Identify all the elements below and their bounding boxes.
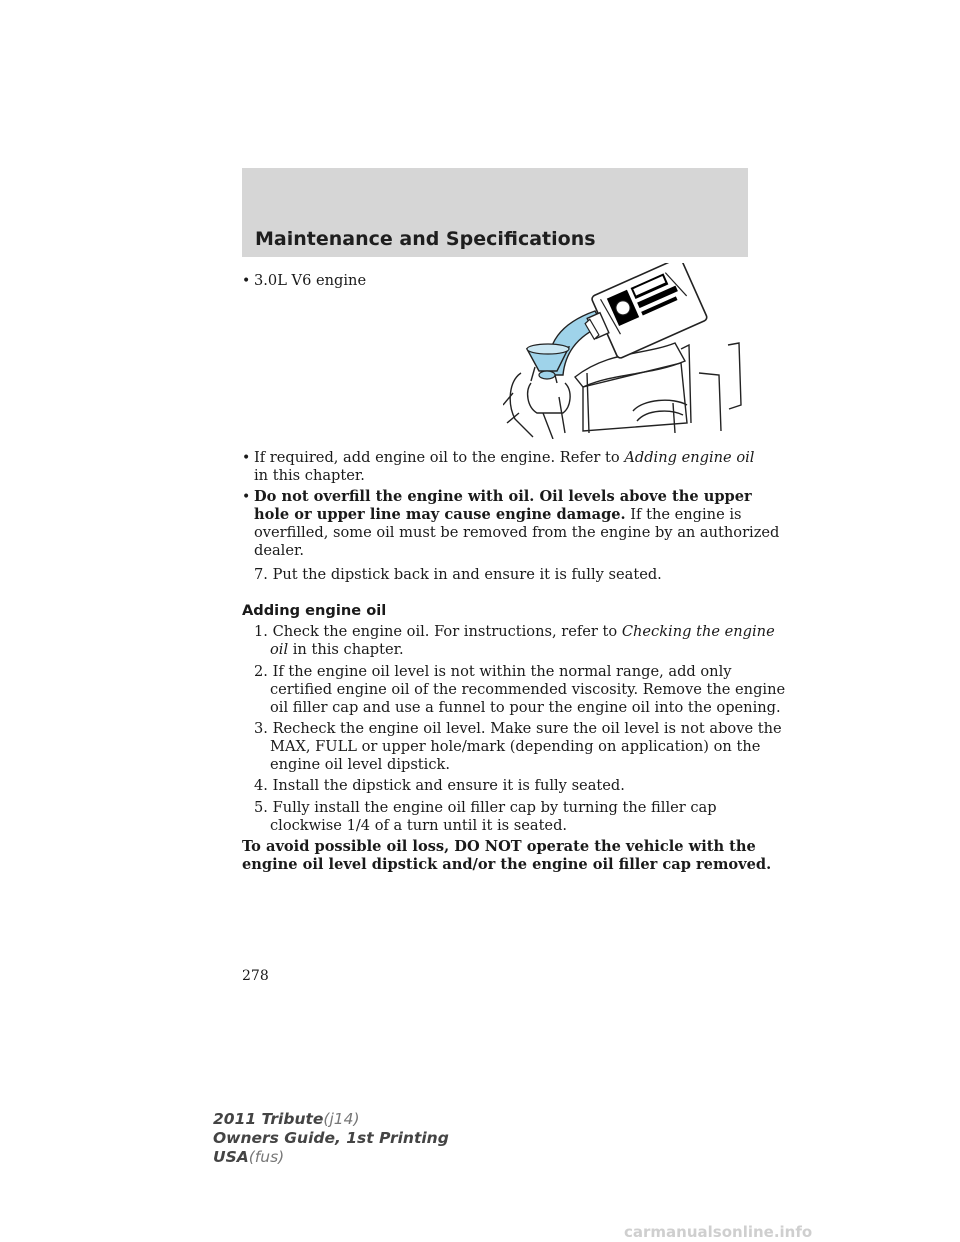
footer-region: USA — [213, 1148, 249, 1166]
section-header-title: Maintenance and Specifications — [255, 228, 596, 250]
footer-model-code: (j14) — [323, 1110, 360, 1128]
bullet-add-oil-line1 — [254, 449, 754, 467]
footer-model: 2011 Tribute — [213, 1110, 324, 1128]
step-2-line1: 2. If the engine oil level is not within the normal range, add only — [254, 663, 732, 680]
oil-loss-warning-line2: engine oil level dipstick and/or the engine oil filler cap removed. — [242, 856, 772, 873]
step-1-line1 — [254, 623, 775, 641]
step-1-line2 — [270, 641, 404, 659]
page-number: 278 — [242, 968, 269, 984]
overfill-warning-bold: hole or upper line may cause engine damage. — [254, 506, 626, 523]
step-1-text: 1. Check the engine oil. For instructions, refer to — [254, 623, 618, 640]
bullet-dot: • — [242, 450, 251, 466]
print-footer — [213, 1110, 449, 1167]
step-5-line2: clockwise 1/4 of a turn until it is seated. — [270, 817, 568, 834]
bullet-dot: • — [242, 273, 251, 289]
bullet-add-oil-line2: in this chapter. — [254, 467, 365, 484]
overfill-warning-line1: Do not overfill the engine with oil. Oil levels above the upper — [254, 488, 752, 505]
adding-engine-oil-reference: Adding engine oil — [624, 449, 755, 466]
step-3-line2: MAX, FULL or upper hole/mark (depending on application) on the — [270, 738, 761, 755]
step-2-line3: oil filler cap and use a funnel to pour the engine oil into the opening. — [270, 699, 781, 716]
step-5-line1: 5. Fully install the engine oil filler cap by turning the filler cap — [254, 799, 717, 816]
adding-engine-oil-heading: Adding engine oil — [242, 602, 387, 619]
step-1-text-end: in this chapter. — [292, 641, 404, 658]
footer-model-line — [213, 1110, 449, 1129]
bullet-dot: • — [242, 489, 251, 505]
checking-engine-oil-reference: Checking the engine — [621, 623, 775, 640]
footer-region-code: (fus) — [248, 1148, 285, 1166]
footer-guide: Owners Guide, 1st Printing — [213, 1129, 449, 1147]
step-7: 7. Put the dipstick back in and ensure it is fully seated. — [254, 566, 662, 583]
bullet-add-oil-text: If required, add engine oil to the engine. Refer to — [254, 449, 620, 466]
oil-loss-warning-line1: To avoid possible oil loss, DO NOT operate the vehicle with the — [242, 838, 756, 855]
step-4: 4. Install the dipstick and ensure it is fully seated. — [254, 777, 625, 794]
engine-type-text: 3.0L V6 engine — [254, 272, 367, 289]
overfill-warning-line4: dealer. — [254, 542, 304, 559]
overfill-warning-line3: overfilled, some oil must be removed from the engine by an authorized — [254, 524, 780, 541]
overfill-warning-line2 — [254, 506, 742, 524]
step-2-line2: certified engine oil of the recommended viscosity. Remove the engine — [270, 681, 786, 698]
watermark: carmanualsonline.info — [624, 1223, 813, 1241]
checking-engine-oil-reference-end: oil — [270, 641, 289, 658]
footer-region-line — [213, 1148, 449, 1167]
oil-bottle-funnel-illustration — [503, 263, 748, 439]
overfill-warning-text: If the engine is — [630, 506, 742, 523]
step-3-line3: engine oil level dipstick. — [270, 756, 450, 773]
step-3-line1: 3. Recheck the engine oil level. Make sure the oil level is not above the — [254, 720, 782, 737]
